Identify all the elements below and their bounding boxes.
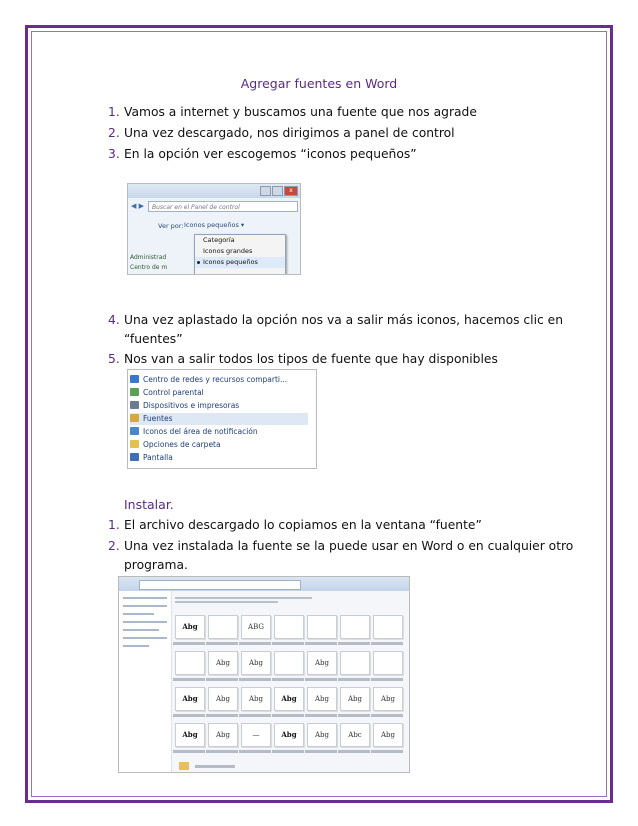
list-number: 5.	[108, 352, 120, 366]
side-panel	[119, 591, 172, 772]
font-caption	[272, 714, 304, 717]
search-input: Buscar en el Panel de control	[148, 201, 298, 212]
window-titlebar	[128, 184, 300, 198]
font-thumbnail: —	[241, 723, 271, 747]
font-thumbnail: Abc	[340, 723, 370, 747]
window-titlebar	[119, 577, 409, 591]
font-thumbnail: Abg	[373, 687, 403, 711]
close-icon: x	[284, 186, 298, 196]
item-label: Iconos del área de notificación	[143, 427, 258, 436]
font-thumbnail: Abg	[175, 615, 205, 639]
item-icon	[130, 414, 139, 422]
font-caption	[338, 642, 370, 645]
font-thumbnail: Abg	[340, 687, 370, 711]
font-caption	[206, 678, 238, 681]
font-thumbnail: Abg	[208, 651, 238, 675]
font-caption	[338, 678, 370, 681]
font-caption	[305, 714, 337, 717]
item-label: Opciones de carpeta	[143, 440, 221, 449]
font-thumbnail	[340, 651, 370, 675]
font-thumbnail: Abg	[274, 687, 304, 711]
font-caption	[239, 678, 271, 681]
font-caption	[371, 714, 403, 717]
list-number: 3.	[108, 147, 120, 161]
font-thumbnail	[274, 615, 304, 639]
font-thumbnail: Abg	[307, 723, 337, 747]
control-panel-item	[130, 374, 287, 386]
font-caption	[239, 714, 271, 717]
font-caption	[206, 714, 238, 717]
font-thumbnail	[373, 651, 403, 675]
list-text: Una vez descargado, nos dirigimos a panel de control	[124, 126, 455, 140]
font-caption	[206, 750, 238, 753]
minimize-icon	[260, 186, 271, 196]
menu-item: Iconos grandes	[203, 247, 253, 255]
list-text: En la opción ver escogemos “iconos pequeños”	[124, 147, 417, 161]
font-caption	[371, 678, 403, 681]
list-number: 1.	[108, 518, 120, 532]
menu-item: Categoría	[203, 236, 235, 244]
font-caption	[173, 714, 205, 717]
menu-item-label: Iconos pequeños	[203, 258, 258, 266]
menu-item-selected	[195, 257, 285, 268]
list-text: “fuentes”	[124, 332, 183, 346]
list-text: programa.	[124, 558, 188, 572]
list-text: Vamos a internet y buscamos una fuente que nos agrade	[124, 105, 477, 119]
font-thumbnail: Abg	[208, 723, 238, 747]
item-icon	[130, 388, 139, 396]
font-thumbnail: Abg	[307, 651, 337, 675]
status-text	[195, 765, 235, 768]
list-text: Una vez instalada la fuente se la puede usar en Word o en cualquier otro	[124, 539, 574, 553]
folder-icon	[179, 762, 189, 770]
font-thumbnail: Abg	[274, 723, 304, 747]
font-thumbnail	[175, 651, 205, 675]
font-caption	[272, 642, 304, 645]
radio-dot-icon	[197, 261, 200, 264]
font-thumbnail	[208, 615, 238, 639]
font-thumbnail: Abg	[175, 723, 205, 747]
font-thumbnail: Abg	[175, 687, 205, 711]
list-number: 1.	[108, 105, 120, 119]
font-caption	[173, 750, 205, 753]
section-heading: Instalar.	[124, 497, 174, 512]
document-title: Agregar fuentes en Word	[240, 76, 398, 91]
list-text: Nos van a salir todos los tipos de fuente que hay disponibles	[124, 352, 498, 366]
control-panel-item	[130, 452, 173, 464]
header-text	[175, 595, 403, 601]
list-text: El archivo descargado lo copiamos en la ventana “fuente”	[124, 518, 482, 532]
item-label: Control parental	[143, 388, 204, 397]
font-caption	[371, 642, 403, 645]
control-panel-item	[130, 439, 221, 451]
font-thumbnail	[274, 651, 304, 675]
item-label: Dispositivos e impresoras	[143, 401, 240, 410]
list-number: 4.	[108, 313, 120, 327]
font-thumbnail: Abg	[241, 687, 271, 711]
view-label: Ver por:	[158, 222, 184, 230]
font-caption	[272, 678, 304, 681]
item-icon	[130, 440, 139, 448]
item-icon	[130, 401, 139, 409]
item-icon	[130, 375, 139, 383]
list-number: 2.	[108, 126, 120, 140]
item-icon	[130, 453, 139, 461]
maximize-icon	[272, 186, 283, 196]
font-thumbnail: Abg	[241, 651, 271, 675]
window-buttons	[260, 186, 298, 196]
control-panel-item	[130, 413, 308, 425]
font-caption	[239, 642, 271, 645]
control-panel-item	[130, 426, 258, 438]
control-panel-item	[130, 387, 204, 399]
item-label: Pantalla	[143, 453, 173, 462]
address-bar	[139, 580, 301, 590]
font-caption	[305, 678, 337, 681]
font-thumbnail: Abg	[307, 687, 337, 711]
side-item: Administrad	[130, 254, 167, 261]
back-arrow-icon: ◀ ▶	[131, 202, 144, 210]
font-thumbnail: Abg	[208, 687, 238, 711]
side-item: Centro de m	[130, 264, 168, 271]
font-caption	[305, 750, 337, 753]
screenshot-fonts-folder	[119, 577, 409, 772]
item-label: Fuentes	[143, 414, 173, 423]
item-icon	[130, 427, 139, 435]
font-caption	[173, 642, 205, 645]
font-caption	[371, 750, 403, 753]
font-caption	[239, 750, 271, 753]
screenshot-control-panel-view	[128, 184, 300, 274]
view-menu	[194, 234, 286, 274]
font-caption	[338, 750, 370, 753]
list-number: 2.	[108, 539, 120, 553]
font-caption	[272, 750, 304, 753]
font-caption	[338, 714, 370, 717]
control-panel-item	[130, 400, 239, 412]
font-thumbnail: Abg	[373, 723, 403, 747]
font-thumbnail	[307, 615, 337, 639]
font-thumbnail: ABG	[241, 615, 271, 639]
item-label: Centro de redes y recursos comparti...	[143, 375, 288, 384]
screenshot-control-panel-items	[128, 370, 316, 468]
list-text: Una vez aplastado la opción nos va a salir más iconos, hacemos clic en	[124, 313, 564, 327]
view-dropdown: Iconos pequeños ▾	[184, 221, 245, 229]
font-caption	[305, 642, 337, 645]
font-thumbnail	[340, 615, 370, 639]
font-caption	[206, 642, 238, 645]
font-caption	[173, 678, 205, 681]
font-thumbnail	[373, 615, 403, 639]
